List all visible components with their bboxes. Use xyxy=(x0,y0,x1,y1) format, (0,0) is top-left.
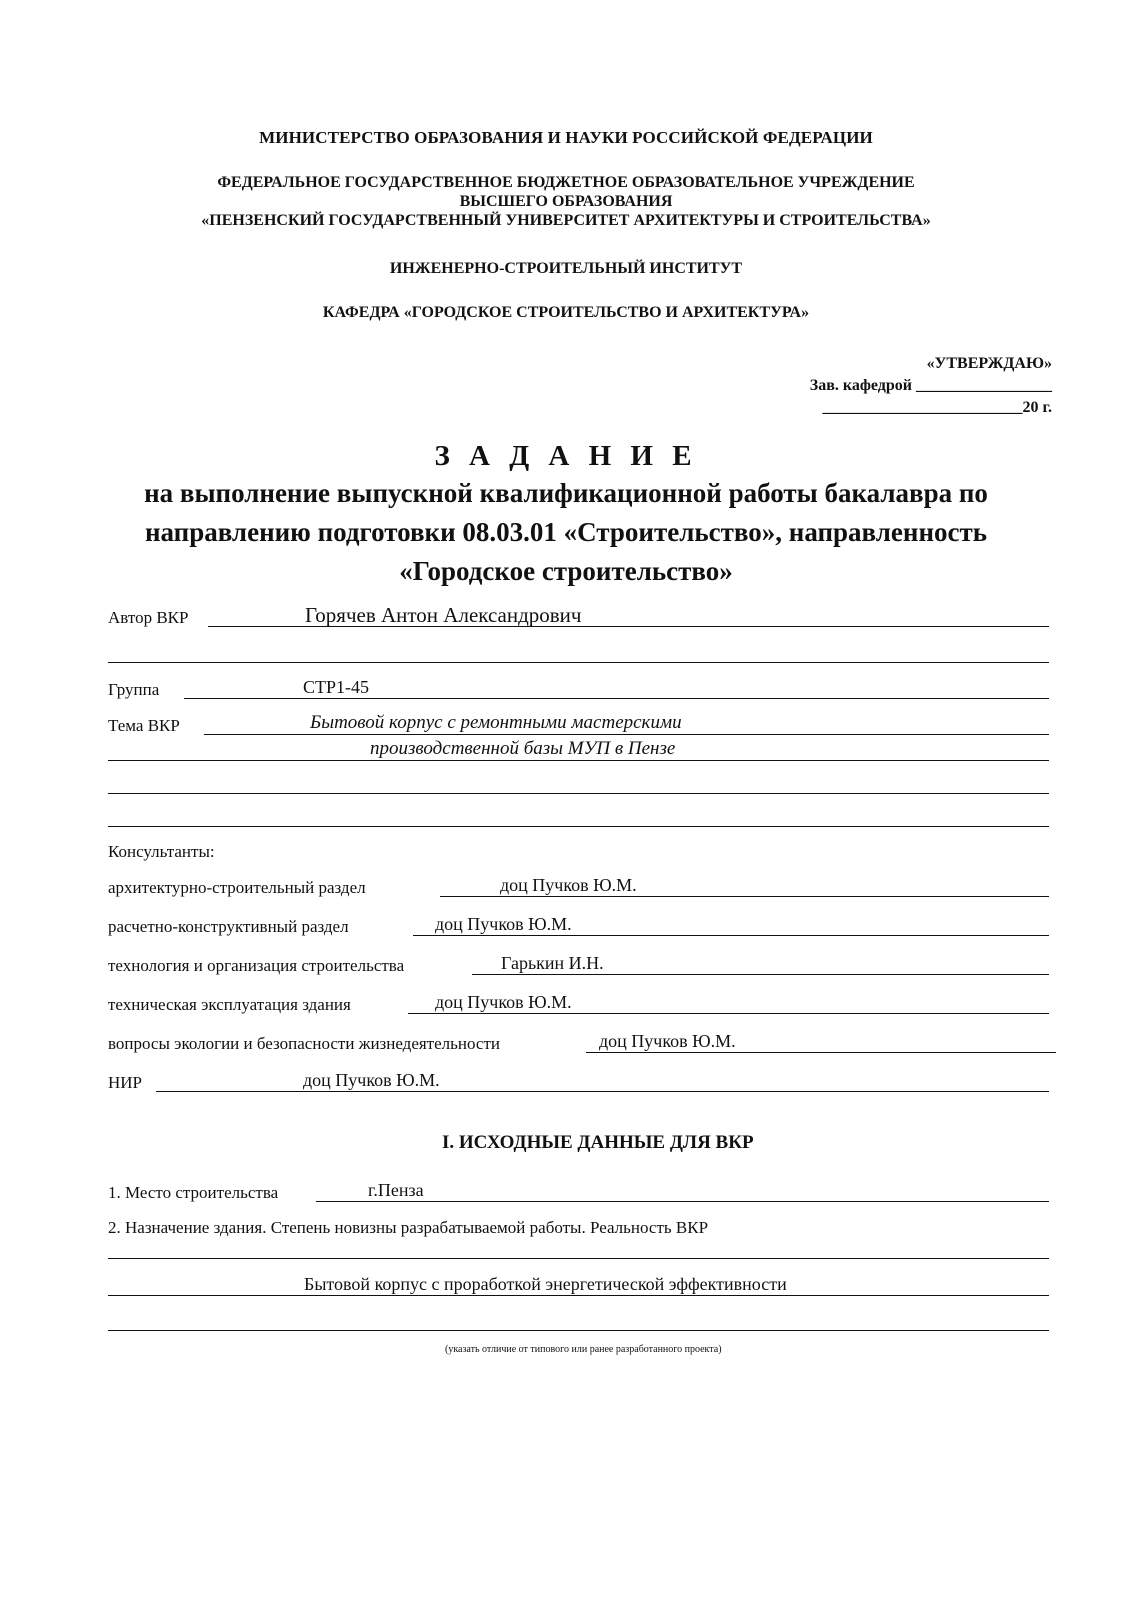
consultant-row xyxy=(108,1068,1049,1094)
institution-line-3: «ПЕНЗЕНСКИЙ ГОСУДАРСТВЕННЫЙ УНИВЕРСИТЕТ АРХИТЕКТУРЫ И СТРОИТЕЛЬСТВА» xyxy=(201,212,931,229)
topic-value-line-2[interactable]: производственной базы МУП в Пензе xyxy=(370,738,676,759)
consultant-section-label: техническая эксплуатация здания xyxy=(108,995,351,1014)
consultant-underline xyxy=(440,896,1049,897)
group-underline xyxy=(184,698,1049,699)
subtitle-line-3: «Городское строительство» xyxy=(399,556,733,586)
subtitle-line-2: направлению подготовки 08.03.01 «Строительство», направленность xyxy=(144,517,988,547)
head-of-department-line: Зав. кафедрой _________________ xyxy=(809,377,1052,394)
group-value[interactable]: СТР1-45 xyxy=(303,677,370,697)
place-underline xyxy=(316,1201,1049,1202)
consultant-underline xyxy=(413,935,1049,936)
approval-date-line: _________________________20 г. xyxy=(822,399,1052,416)
author-value[interactable]: Горячев Антон Александрович xyxy=(305,603,582,627)
consultant-underline xyxy=(156,1091,1049,1092)
group-label: Группа xyxy=(108,680,160,699)
blank-rule xyxy=(108,793,1049,794)
blank-rule xyxy=(108,1330,1049,1331)
consultant-underline xyxy=(408,1013,1049,1014)
place-value[interactable]: г.Пенза xyxy=(368,1180,424,1200)
place-label: 1. Место строительства xyxy=(108,1183,279,1202)
consultant-name[interactable]: доц Пучков Ю.М. xyxy=(435,914,572,934)
institution-line-2: ВЫСШЕГО ОБРАЗОВАНИЯ xyxy=(459,193,673,210)
author-row xyxy=(108,603,1049,629)
ministry-heading: МИНИСТЕРСТВО ОБРАЗОВАНИЯ И НАУКИ РОССИЙСКОЙ ФЕДЕРАЦИИ xyxy=(259,128,873,147)
consultant-underline xyxy=(472,974,1049,975)
author-label: Автор ВКР xyxy=(108,608,189,627)
consultant-name[interactable]: доц Пучков Ю.М. xyxy=(599,1031,736,1051)
blank-rule xyxy=(108,1258,1049,1259)
topic-underline xyxy=(204,734,1049,735)
approve-label: «УТВЕРЖДАЮ» xyxy=(926,355,1052,372)
consultants-label: Консультанты: xyxy=(108,842,215,861)
topic-row xyxy=(108,711,1049,737)
note-text: (указать отличие от типового или ранее разработанного проекта) xyxy=(445,1344,722,1355)
department-heading: КАФЕДРА «ГОРОДСКОЕ СТРОИТЕЛЬСТВО И АРХИТЕКТУРА» xyxy=(322,304,810,321)
institution-heading xyxy=(0,173,1132,230)
consultant-name[interactable]: Гарькин И.Н. xyxy=(501,953,604,973)
topic-row-2 xyxy=(108,737,1049,763)
consultant-row xyxy=(108,873,1049,899)
subtitle-line-1: на выполнение выпускной квалификационной работы бакалавра по xyxy=(144,478,988,508)
place-row xyxy=(108,1178,1049,1204)
consultant-section-label: технология и организация строительства xyxy=(108,956,405,975)
consultant-row xyxy=(108,1029,1056,1055)
institute-heading: ИНЖЕНЕРНО-СТРОИТЕЛЬНЫЙ ИНСТИТУТ xyxy=(389,260,743,277)
consultant-underline xyxy=(586,1052,1056,1053)
blank-rule xyxy=(108,826,1049,827)
consultant-section-label: НИР xyxy=(108,1073,143,1092)
purpose-value[interactable]: Бытовой корпус с проработкой энергетической эффективности xyxy=(304,1274,787,1294)
group-row xyxy=(108,675,1049,701)
consultant-section-label: архитектурно-строительный раздел xyxy=(108,878,366,897)
topic-value-line-1[interactable]: Бытовой корпус с ремонтными мастерскими xyxy=(310,712,682,733)
consultant-section-label: вопросы экологии и безопасности жизнедеятельности xyxy=(108,1034,500,1053)
consultant-name[interactable]: доц Пучков Ю.М. xyxy=(500,875,637,895)
purpose-label: 2. Назначение здания. Степень новизны разрабатываемой работы. Реальность ВКР xyxy=(108,1218,709,1237)
consultant-section-label: расчетно-конструктивный раздел xyxy=(108,917,349,936)
document-title: З А Д А Н И Е xyxy=(434,440,698,472)
purpose-row xyxy=(108,1272,1049,1298)
consultant-row xyxy=(108,912,1049,938)
consultant-name[interactable]: доц Пучков Ю.М. xyxy=(435,992,572,1012)
consultant-name[interactable]: доц Пучков Ю.М. xyxy=(303,1070,440,1090)
topic-label: Тема ВКР xyxy=(108,716,180,735)
institution-line-1: ФЕДЕРАЛЬНОЕ ГОСУДАРСТВЕННОЕ БЮДЖЕТНОЕ ОБРАЗОВАТЕЛЬНОЕ УЧРЕЖДЕНИЕ xyxy=(217,174,915,191)
blank-rule xyxy=(108,662,1049,663)
purpose-underline xyxy=(108,1295,1049,1296)
document-subtitle xyxy=(0,474,1132,591)
consultant-row xyxy=(108,990,1049,1016)
section-title: I. ИСХОДНЫЕ ДАННЫЕ ДЛЯ ВКР xyxy=(442,1132,754,1153)
consultant-row xyxy=(108,951,1049,977)
topic-underline-2 xyxy=(108,760,1049,761)
